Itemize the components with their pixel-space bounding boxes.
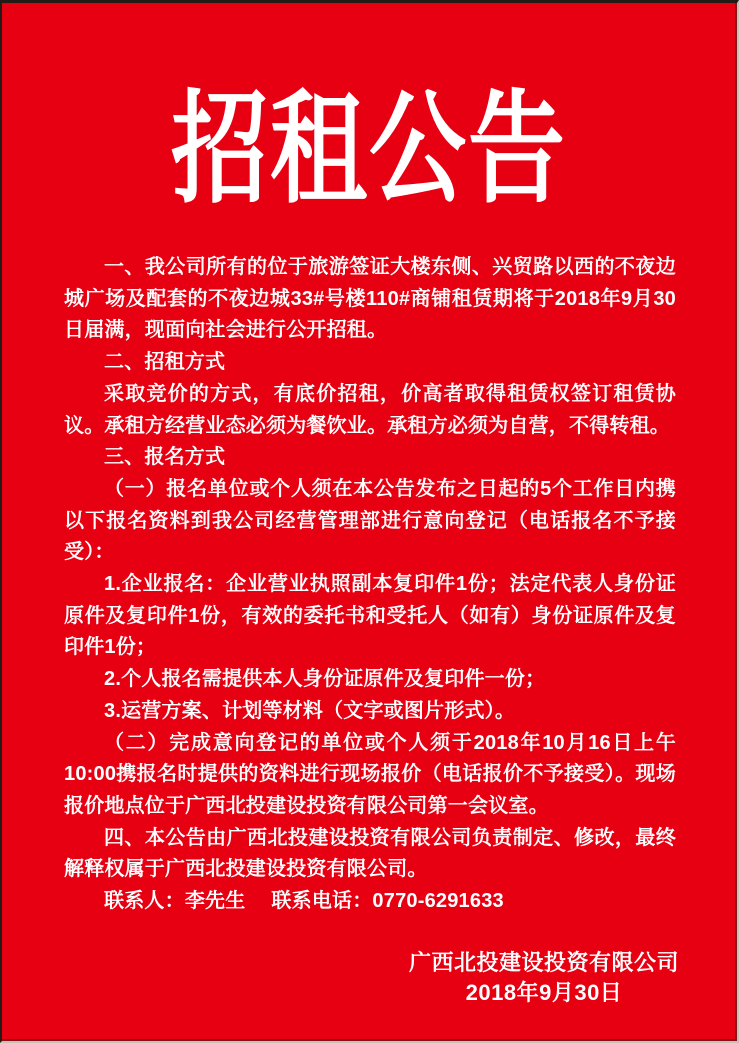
poster-title <box>2 82 737 218</box>
poster-title-text: 招租公告 <box>171 82 568 218</box>
body-paragraph: 三、报名方式 <box>104 446 226 469</box>
contact-person-label: 联系人： <box>104 890 185 913</box>
body-paragraph: 一、我公司所有的位于旅游签证大楼东侧、兴贸路以西的不夜边城广场及配套的不夜边城33#号楼110#商铺租赁期将于2018年9月30日届满，现面向社会进行公开招租。 <box>64 256 676 342</box>
body-paragraph: 四、本公告由广西北投建设投资有限公司负责制定、修改，最终解释权属于广西北投建设投资有限公司。 <box>64 826 676 881</box>
announcement-body <box>64 252 676 886</box>
body-paragraph: 采取竞价的方式，有底价招租，价高者取得租赁权签订租赁协议。承租方经营业态必须为餐饮业。承租方必须为自营，不得转租。 <box>64 382 676 437</box>
body-paragraph: （一）报名单位或个人须在本公告发布之日起的5个工作日内携以下报名资料到我公司经营管理部进行意向登记（电话报名不予接受）： <box>64 477 676 564</box>
body-paragraph: 1.企业报名：企业营业执照副本复印件1份；法定代表人身份证原件及复印件1份，有效的委托书和受托人（如有）身份证原件及复印件1份； <box>64 573 676 659</box>
body-paragraph: 3.运营方案、计划等材料（文字或图片形式）。 <box>104 699 516 722</box>
body-paragraph: （二）完成意向登记的单位或个人须于2018年10月16日上午10:00携报名时提供的资料进行现场报价（电话报价不予接受）。现场报价地点位于广西北投建设投资有限公司第一会议室。 <box>64 731 676 817</box>
contact-phone-label: 联系电话： <box>271 890 373 913</box>
signature-block <box>409 948 679 1008</box>
contact-phone-value: 0770-6291633 <box>372 890 504 913</box>
body-paragraph: 2.个人报名需提供本人身份证原件及复印件一份； <box>104 668 546 691</box>
contact-line <box>64 886 676 918</box>
signature-company: 广西北投建设投资有限公司 <box>408 949 679 975</box>
body-paragraph: 二、招租方式 <box>104 351 226 374</box>
contact-person-value: 李先生 <box>184 890 246 913</box>
signature-date: 2018年9月30日 <box>465 979 623 1005</box>
